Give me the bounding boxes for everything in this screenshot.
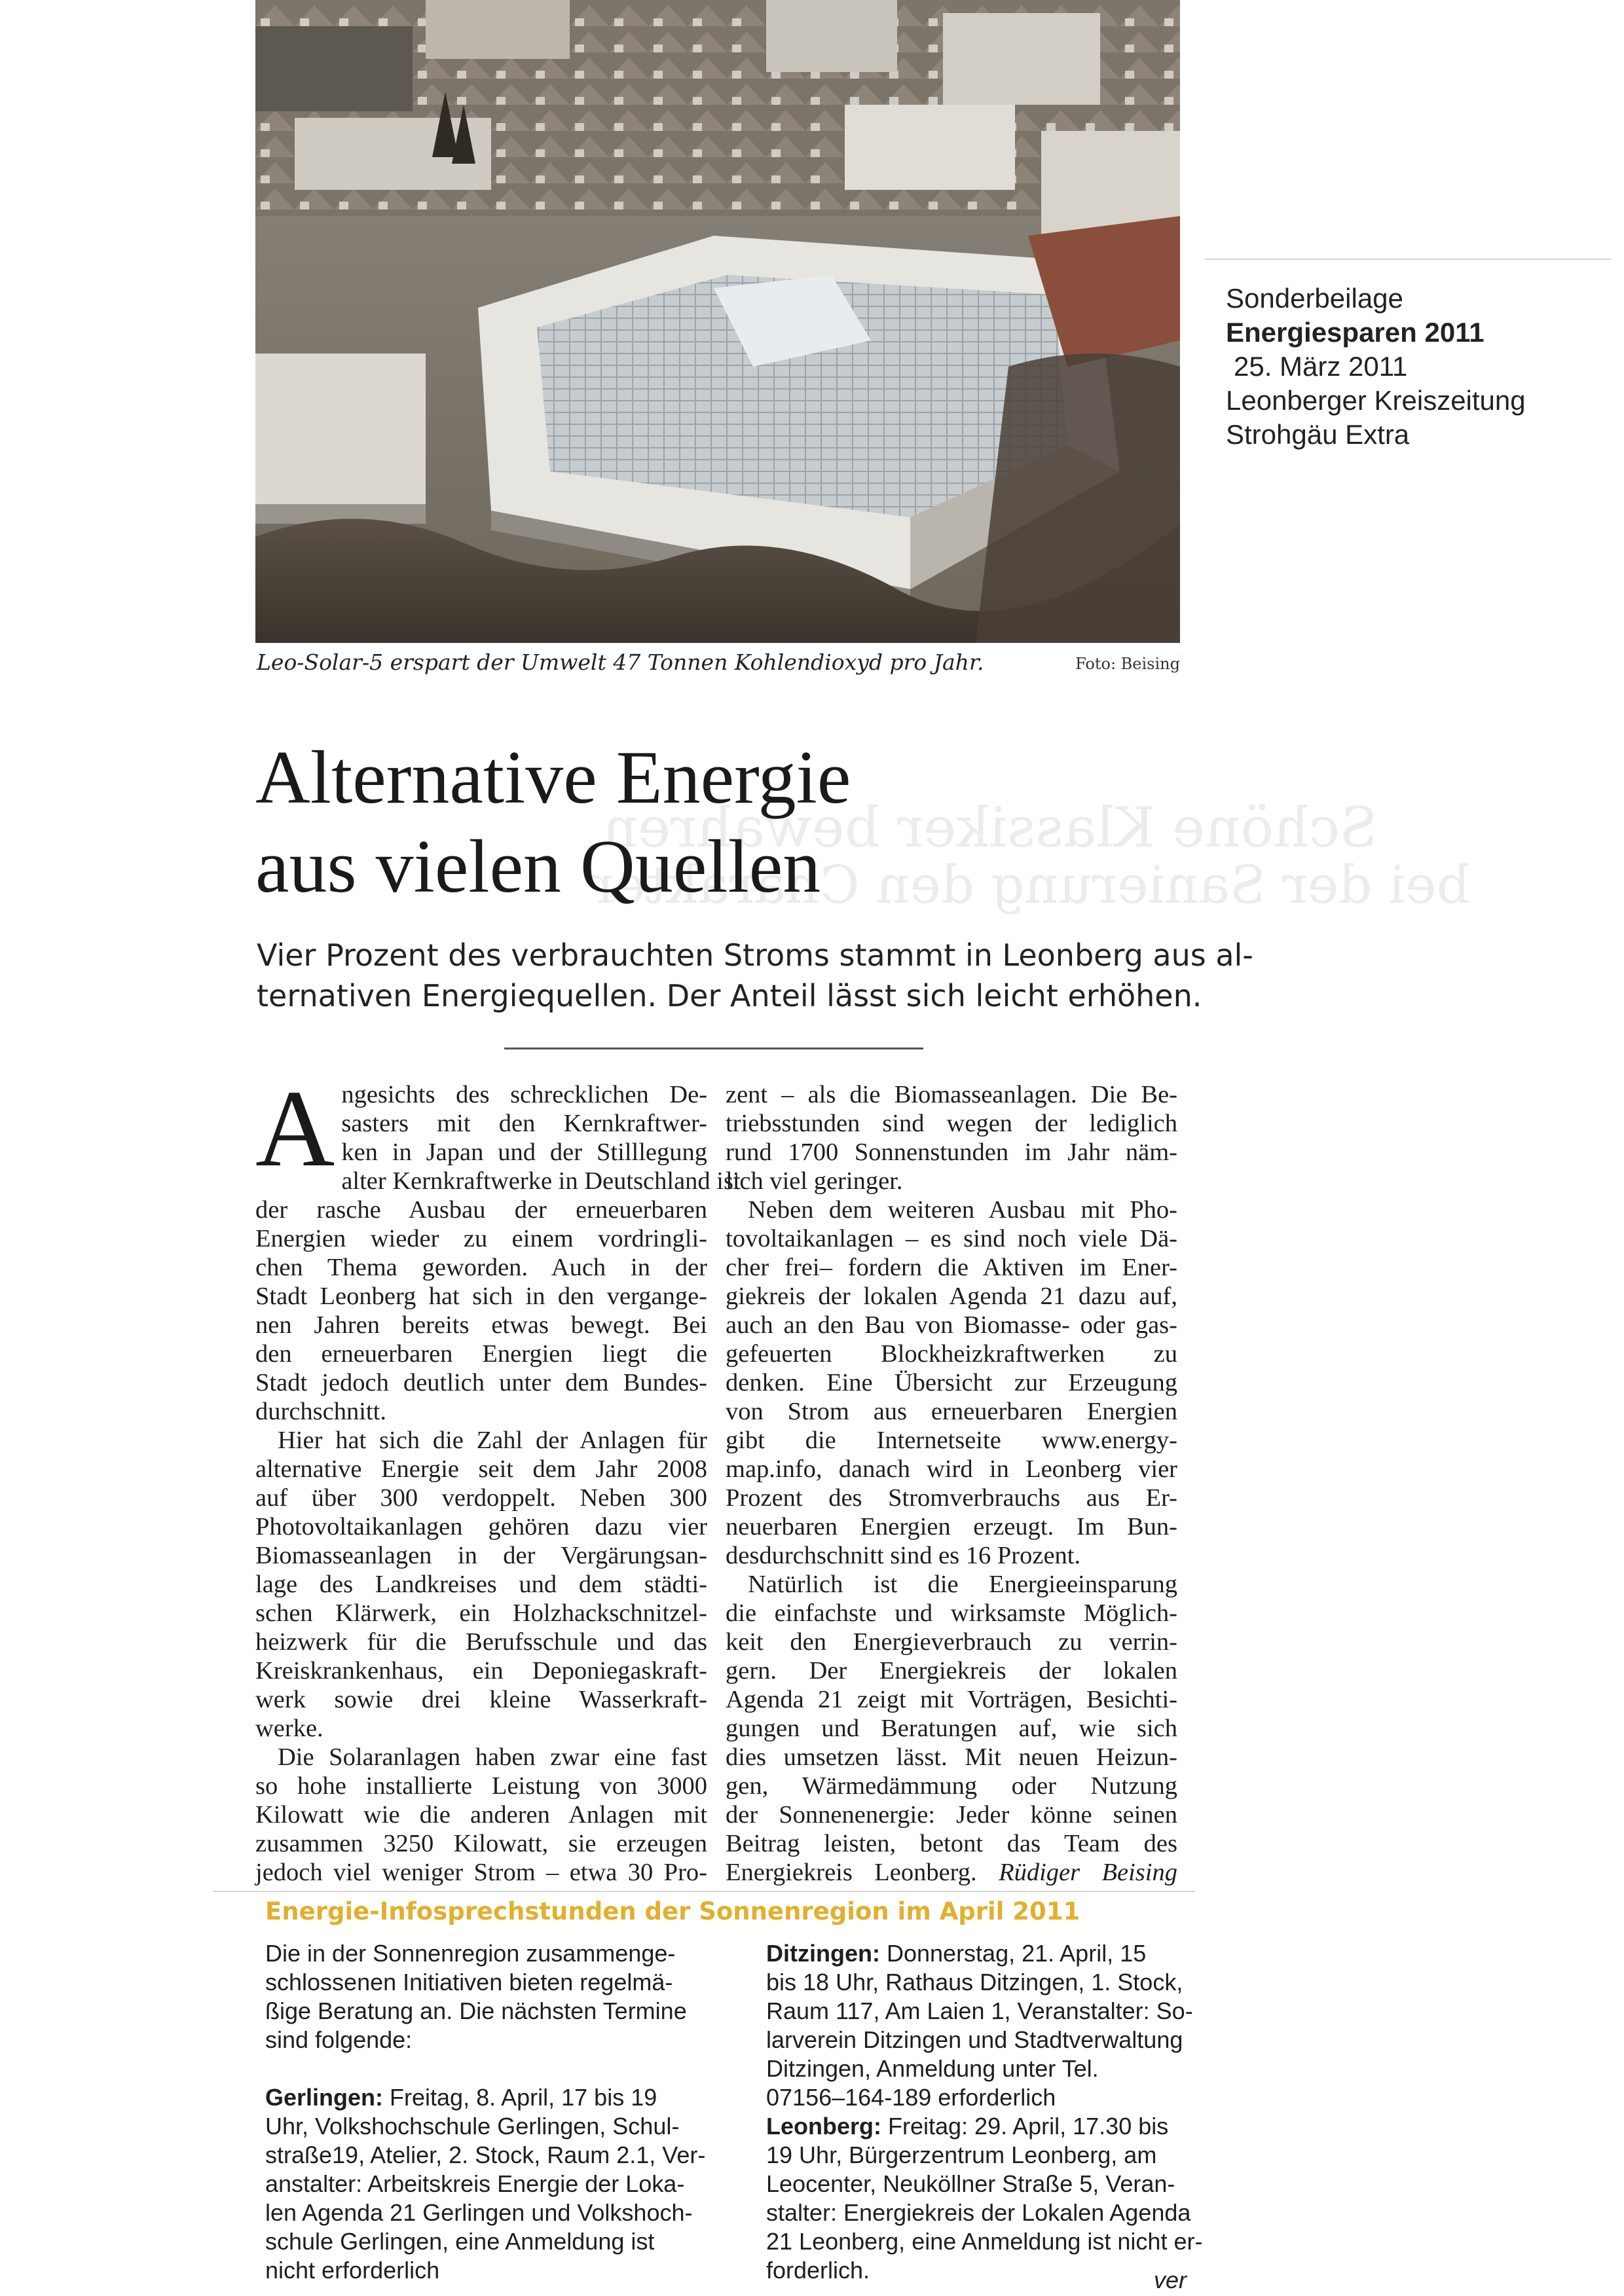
infobox-entry-line: nicht erforderlich (265, 2257, 440, 2284)
infobox-column-right (766, 1939, 1225, 2285)
infobox-intro-line: schlossenen Initiativen bieten regelmä- (265, 1969, 673, 1995)
sidenote-line-title: Energiesparen 2011 (1226, 317, 1485, 348)
infobox-entry-line: Leocenter, Neuköllner Straße 5, Veran- (766, 2170, 1175, 2197)
article-line: dies umsetzen lässt. Mit neuen Heizun- (726, 1743, 1177, 1771)
subheadline-line-1: Vier Prozent des verbrauchten Stroms stammt in Leonberg aus al- (257, 938, 1253, 973)
article-line: lich viel geringer. (726, 1167, 903, 1195)
infobox-column-left (265, 1939, 724, 2285)
infobox-spacer (265, 2054, 724, 2083)
infobox-entry-line: 19 Uhr, Bürgerzentrum Leonberg, am (766, 2141, 1157, 2168)
article-line: Natürlich ist die Energieeinsparung (748, 1571, 1177, 1598)
article-line: alter Kernkraftwerke in Deutschland ist (341, 1167, 741, 1195)
infobox-title: Energie-Infosprechstunden der Sonnenregion im April 2011 (265, 1897, 1080, 1925)
infobox-entry-text: Freitag: 29. April, 17.30 bis (881, 2113, 1169, 2140)
infobox-entry-line: straße19, Atelier, 2. Stock, Raum 2.1, Ver- (265, 2141, 706, 2168)
article-line: gibt die Internetseite www.energy- (726, 1427, 1177, 1454)
article-line: rund 1700 Sonnenstunden im Jahr näm- (726, 1139, 1177, 1166)
article-line: werke. (255, 1715, 323, 1742)
article-line: Neben dem weiteren Ausbau mit Pho- (748, 1196, 1177, 1224)
article-author: Rüdiger Beising (999, 1859, 1177, 1886)
article-line: triebsstunden sind wegen der lediglich (726, 1110, 1177, 1137)
article-line: denken. Eine Übersicht zur Erzeugung (726, 1369, 1177, 1396)
article-line: sasters mit den Kernkraftwer- (341, 1110, 707, 1137)
infobox-entry-line: larverein Ditzingen und Stadtverwaltung (766, 2026, 1183, 2053)
article-line: gefeuerten Blockheizkraftwerken zu (726, 1340, 1177, 1368)
article-line: gen, Wärmedämmung oder Nutzung (726, 1772, 1177, 1800)
article-line (726, 1858, 1177, 1887)
article-line: Stadt jedoch deutlich unter dem Bundes- (255, 1369, 707, 1396)
headline-line-2: aus vielen Quellen (255, 825, 821, 909)
article-line: Photovoltaikanlagen gehören dazu vier (255, 1513, 707, 1540)
article-line: von Strom aus erneuerbaren Energien (726, 1398, 1177, 1425)
article-line: Stadt Leonberg hat sich in den vergange- (255, 1283, 707, 1310)
article-line: auch an den Bau von Biomasse- oder gas- (726, 1311, 1177, 1339)
headline-line-1: Alternative Energie (255, 736, 851, 820)
article-line: werk sowie drei kleine Wasserkraft- (255, 1686, 707, 1713)
article-line: Agenda 21 zeigt mit Vorträgen, Besichti- (726, 1686, 1177, 1713)
infobox-entry-line: Ditzingen, Anmeldung unter Tel. (766, 2055, 1099, 2082)
article-line: Energien wieder zu einem vordringli- (255, 1225, 707, 1252)
article-line: nen Jahren bereits etwas bewegt. Bei (255, 1311, 707, 1339)
sidenote (1226, 282, 1593, 452)
article-line: den erneuerbaren Energien liegt die (255, 1340, 707, 1368)
infobox-entry-line: forderlich. (766, 2257, 870, 2284)
infobox-entry-text: Freitag, 8. April, 17 bis 19 (383, 2084, 657, 2111)
article-line: tovoltaikanlagen – es sind noch viele Dä- (726, 1225, 1177, 1252)
photo-credit: Foto: Beising (1075, 655, 1180, 673)
article-line: Hier hat sich die Zahl der Anlagen für (278, 1427, 707, 1454)
infobox-entry-line: stalter: Energiekreis der Lokalen Agenda (766, 2199, 1191, 2226)
article-line: map.info, danach wird in Leonberg vier (726, 1455, 1177, 1483)
article-line: keit den Energieverbrauch zu verrin- (726, 1628, 1177, 1656)
article-line: Kreiskrankenhaus, ein Deponiegaskraft- (255, 1657, 707, 1685)
bleed-through-line-2: bei der Sanierung den Charakter (589, 854, 1470, 915)
article-line: lage des Landkreises und dem städti- (255, 1571, 707, 1598)
sidenote-line-edition: Strohgäu Extra (1226, 419, 1410, 450)
article-line: Beitrag leisten, betont das Team des (726, 1830, 1177, 1857)
article-line: der rasche Ausbau der erneuerbaren (255, 1196, 707, 1224)
caption-text: Leo-Solar-5 erspart der Umwelt 47 Tonnen Kohlendioxyd pro Jahr. (257, 649, 984, 675)
article-line: auf über 300 verdoppelt. Neben 300 (255, 1484, 707, 1512)
infobox-entry-line: bis 18 Uhr, Rathaus Ditzingen, 1. Stock, (766, 1969, 1183, 1995)
bleed-through-line-1: Schöne Klassiker bewahren (602, 795, 1378, 860)
infobox-intro-line: sind folgende: (265, 2026, 413, 2053)
article-photo (255, 0, 1180, 643)
article-line: der Sonnenenergie: Jeder könne seinen (726, 1801, 1177, 1829)
infobox-intro-line: ßige Beratung an. Die nächsten Termine (265, 1997, 687, 2024)
article-column-left (255, 1068, 741, 1887)
sidenote-line-date: 25. März 2011 (1234, 351, 1408, 382)
headline-divider (504, 1048, 923, 1049)
article-line: Die Solaranlagen haben zwar eine fast (278, 1743, 707, 1771)
article-line: die einfachste und wirksamste Möglich- (726, 1599, 1177, 1627)
article-line: gern. Der Energiekreis der lokalen (726, 1657, 1177, 1685)
sidenote-divider (1205, 259, 1611, 260)
article-line: ngesichts des schrecklichen De- (341, 1081, 707, 1108)
infobox-entry-line: 21 Leonberg, eine Anmeldung ist nicht er- (766, 2228, 1203, 2255)
infobox-entry-line: Raum 117, Am Laien 1, Veranstalter: So- (766, 1997, 1193, 2024)
article-line: durchschnitt. (255, 1398, 386, 1425)
infobox-entry-text: Donnerstag, 21. April, 15 (879, 1940, 1147, 1967)
article-line: Prozent des Stromverbrauchs aus Er- (726, 1484, 1177, 1512)
infobox-entry-leonberg (766, 2112, 1225, 2141)
infobox-entry-line: schule Gerlingen, eine Anmeldung ist (265, 2228, 655, 2255)
sidenote-line-supplement: Sonderbeilage (1226, 283, 1403, 314)
article-line: zent – als die Biomasseanlagen. Die Be- (726, 1081, 1177, 1108)
infobox-entry-gerlingen (265, 2083, 724, 2112)
headline (255, 733, 1185, 911)
infobox-intro-line: Die in der Sonnenregion zusammenge- (265, 1940, 676, 1967)
article-line: cher frei– fordern die Aktiven im Ener- (726, 1254, 1177, 1281)
infobox-entry-label: Leonberg: (766, 2113, 881, 2140)
article-line: jedoch viel weniger Strom – etwa 30 Pro- (255, 1859, 707, 1886)
infobox-entry-label: Ditzingen: (766, 1940, 880, 1967)
article-line: ken in Japan und der Stilllegung (341, 1139, 707, 1166)
article-line: chen Thema geworden. Auch in der (255, 1254, 707, 1281)
article-line: zusammen 3250 Kilowatt, sie erzeugen (255, 1830, 707, 1857)
article-line: giekreis der lokalen Agenda 21 dazu auf, (726, 1283, 1177, 1310)
sidenote-line-newspaper: Leonberger Kreiszeitung (1226, 385, 1526, 416)
article-line: Biomasseanlagen in der Vergärungsan- (255, 1542, 707, 1569)
article-line: so hohe installierte Leistung von 3000 (255, 1772, 707, 1800)
article-line: gungen und Beratungen auf, wie sich (726, 1715, 1177, 1742)
infobox-divider (213, 1891, 1195, 1892)
infobox-entry-line: len Agenda 21 Gerlingen und Volkshoch- (265, 2199, 693, 2226)
infobox-entry-line: Uhr, Volkshochschule Gerlingen, Schul- (265, 2113, 680, 2140)
article-line: heizwerk für die Berufsschule und das (255, 1628, 707, 1656)
photo-caption (257, 649, 1180, 682)
article-line: schen Klärwerk, ein Holzhackschnitzel- (255, 1599, 707, 1627)
subheadline (257, 935, 1253, 1016)
infobox-entry-label: Gerlingen: (265, 2084, 384, 2111)
article-line: Kilowatt wie die anderen Anlagen mit (255, 1801, 707, 1829)
infobox-entry-line: anstalter: Arbeitskreis Energie der Loka- (265, 2170, 685, 2197)
article-line: desdurchschnitt sind es 16 Prozent. (726, 1542, 1081, 1569)
article-column-right (726, 1080, 1177, 1887)
infobox-entry-line: 07156–164-189 erforderlich (766, 2084, 1056, 2111)
drop-cap: A (255, 1068, 335, 1190)
article-line: neuerbaren Energien erzeugt. Im Bun- (726, 1513, 1177, 1540)
article-line-text: Energiekreis Leonberg. (726, 1859, 977, 1886)
infobox-entry-ditzingen (766, 1939, 1225, 1968)
subheadline-line-2: ternativen Energiequellen. Der Anteil lässt sich leicht erhöhen. (257, 978, 1202, 1013)
continuation-marker: ver (1154, 2267, 1187, 2293)
article-line: alternative Energie seit dem Jahr 2008 (255, 1455, 707, 1483)
